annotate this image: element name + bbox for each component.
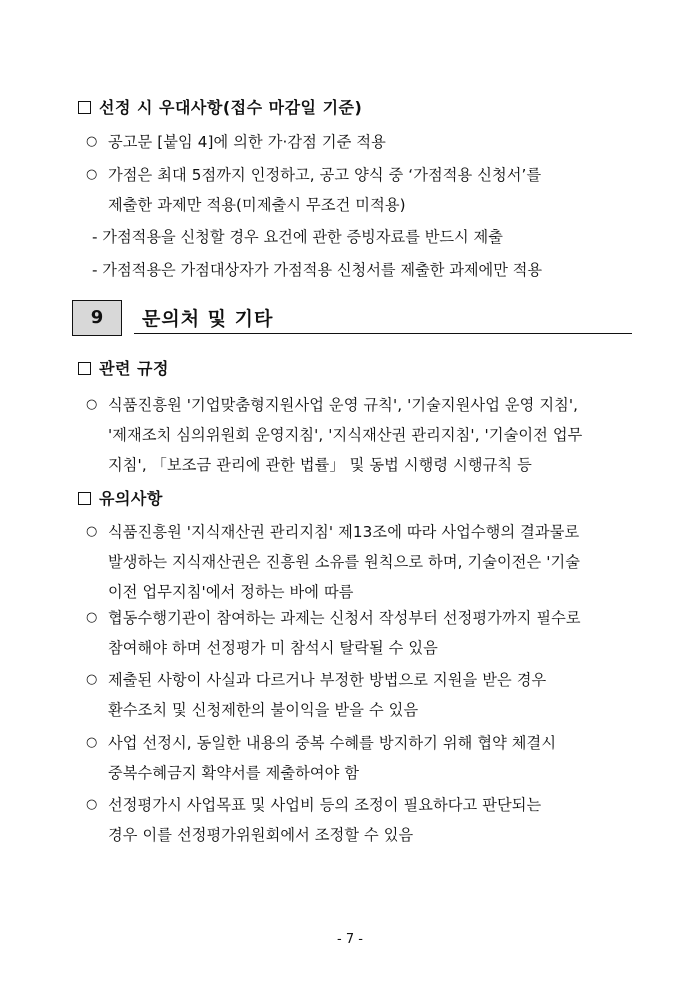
list-item-text: 제출된 사항이 사실과 다르거나 부정한 방법으로 지원을 받은 경우 [108, 671, 547, 689]
section-heading-regulations [78, 356, 169, 379]
chapter-title: 문의처 및 기타 [142, 308, 274, 330]
list-item-text: 경우 이를 선정평가위원회에서 조정할 수 있음 [108, 826, 414, 844]
section-heading-preference [78, 95, 362, 118]
list-item-text: 제출한 과제만 적용(미제출시 무조건 미적용) [108, 196, 406, 214]
list-item-text: 사업 선정시, 동일한 내용의 중복 수혜를 방지하기 위해 협약 체결시 [108, 734, 557, 752]
list-item [86, 665, 641, 725]
circle-bullet-icon: ○ [86, 735, 98, 750]
list-item-text: 중복수혜금지 확약서를 제출하여야 함 [108, 764, 360, 782]
list-item [86, 790, 641, 850]
circle-bullet-icon: ○ [86, 134, 98, 149]
section-heading-text: 유의사항 [99, 489, 163, 508]
circle-bullet-icon: ○ [86, 524, 98, 539]
circle-bullet-icon: ○ [86, 610, 98, 625]
checkbox-square-icon [78, 101, 91, 114]
dash-item: - 가점적용을 신청할 경우 요건에 관한 증빙자료를 반드시 제출 [92, 228, 503, 246]
list-item-text: 발생하는 지식재산권은 진흥원 소유를 원칙으로 하며, 기술이전은 '기술 [108, 553, 581, 571]
list-item-text: 이전 업무지침'에서 정하는 바에 따름 [108, 583, 354, 601]
list-item [86, 603, 641, 663]
list-item-text: 공고문 [붙임 4]에 의한 가·감점 기준 적용 [108, 133, 386, 151]
circle-bullet-icon: ○ [86, 797, 98, 812]
list-item-text: 식품진흥원 '기업맞춤형지원사업 운영 규칙', '기술지원사업 운영 지침', [108, 396, 579, 414]
list-item-text: 선정평가시 사업목표 및 사업비 등의 조정이 필요하다고 판단되는 [108, 796, 542, 814]
circle-bullet-icon: ○ [86, 397, 98, 412]
list-item-text: 참여해야 하며 선정평가 미 참석시 탈락될 수 있음 [108, 639, 438, 657]
circle-bullet-icon: ○ [86, 672, 98, 687]
list-item-text: 지침', 「보조금 관리에 관한 법률」 및 동법 시행령 시행규칙 등 [108, 456, 532, 474]
section-heading-notes [78, 486, 163, 509]
chapter-number: 9 [72, 300, 122, 336]
list-item [86, 390, 641, 480]
section-heading-text: 관련 규정 [99, 359, 169, 378]
checkbox-square-icon [78, 362, 91, 375]
list-item-text: 협동수행기관이 참여하는 과제는 신청서 작성부터 선정평가까지 필수로 [108, 609, 581, 627]
list-item [86, 160, 641, 220]
list-item-text: 환수조치 및 신청제한의 불이익을 받을 수 있음 [108, 701, 419, 719]
list-item-text: '제재조치 심의위원회 운영지침', '지식재산권 관리지침', '기술이전 업무 [108, 426, 583, 444]
checkbox-square-icon [78, 492, 91, 505]
dash-item: - 가점적용은 가점대상자가 가점적용 신청서를 제출한 과제에만 적용 [92, 261, 543, 279]
chapter-underline [134, 333, 632, 334]
circle-bullet-icon: ○ [86, 167, 98, 182]
page-number: - 7 - [337, 932, 363, 947]
list-item-text: 식품진흥원 '지식재산권 관리지침' 제13조에 따라 사업수행의 결과물로 [108, 523, 580, 541]
list-item [86, 728, 641, 788]
section-heading-text: 선정 시 우대사항(접수 마감일 기준) [99, 98, 363, 117]
list-item-text: 가점은 최대 5점까지 인정하고, 공고 양식 중 ‘가점적용 신청서’를 [108, 166, 542, 184]
chapter-header [72, 300, 632, 340]
list-item [86, 127, 641, 157]
list-item [86, 517, 641, 607]
